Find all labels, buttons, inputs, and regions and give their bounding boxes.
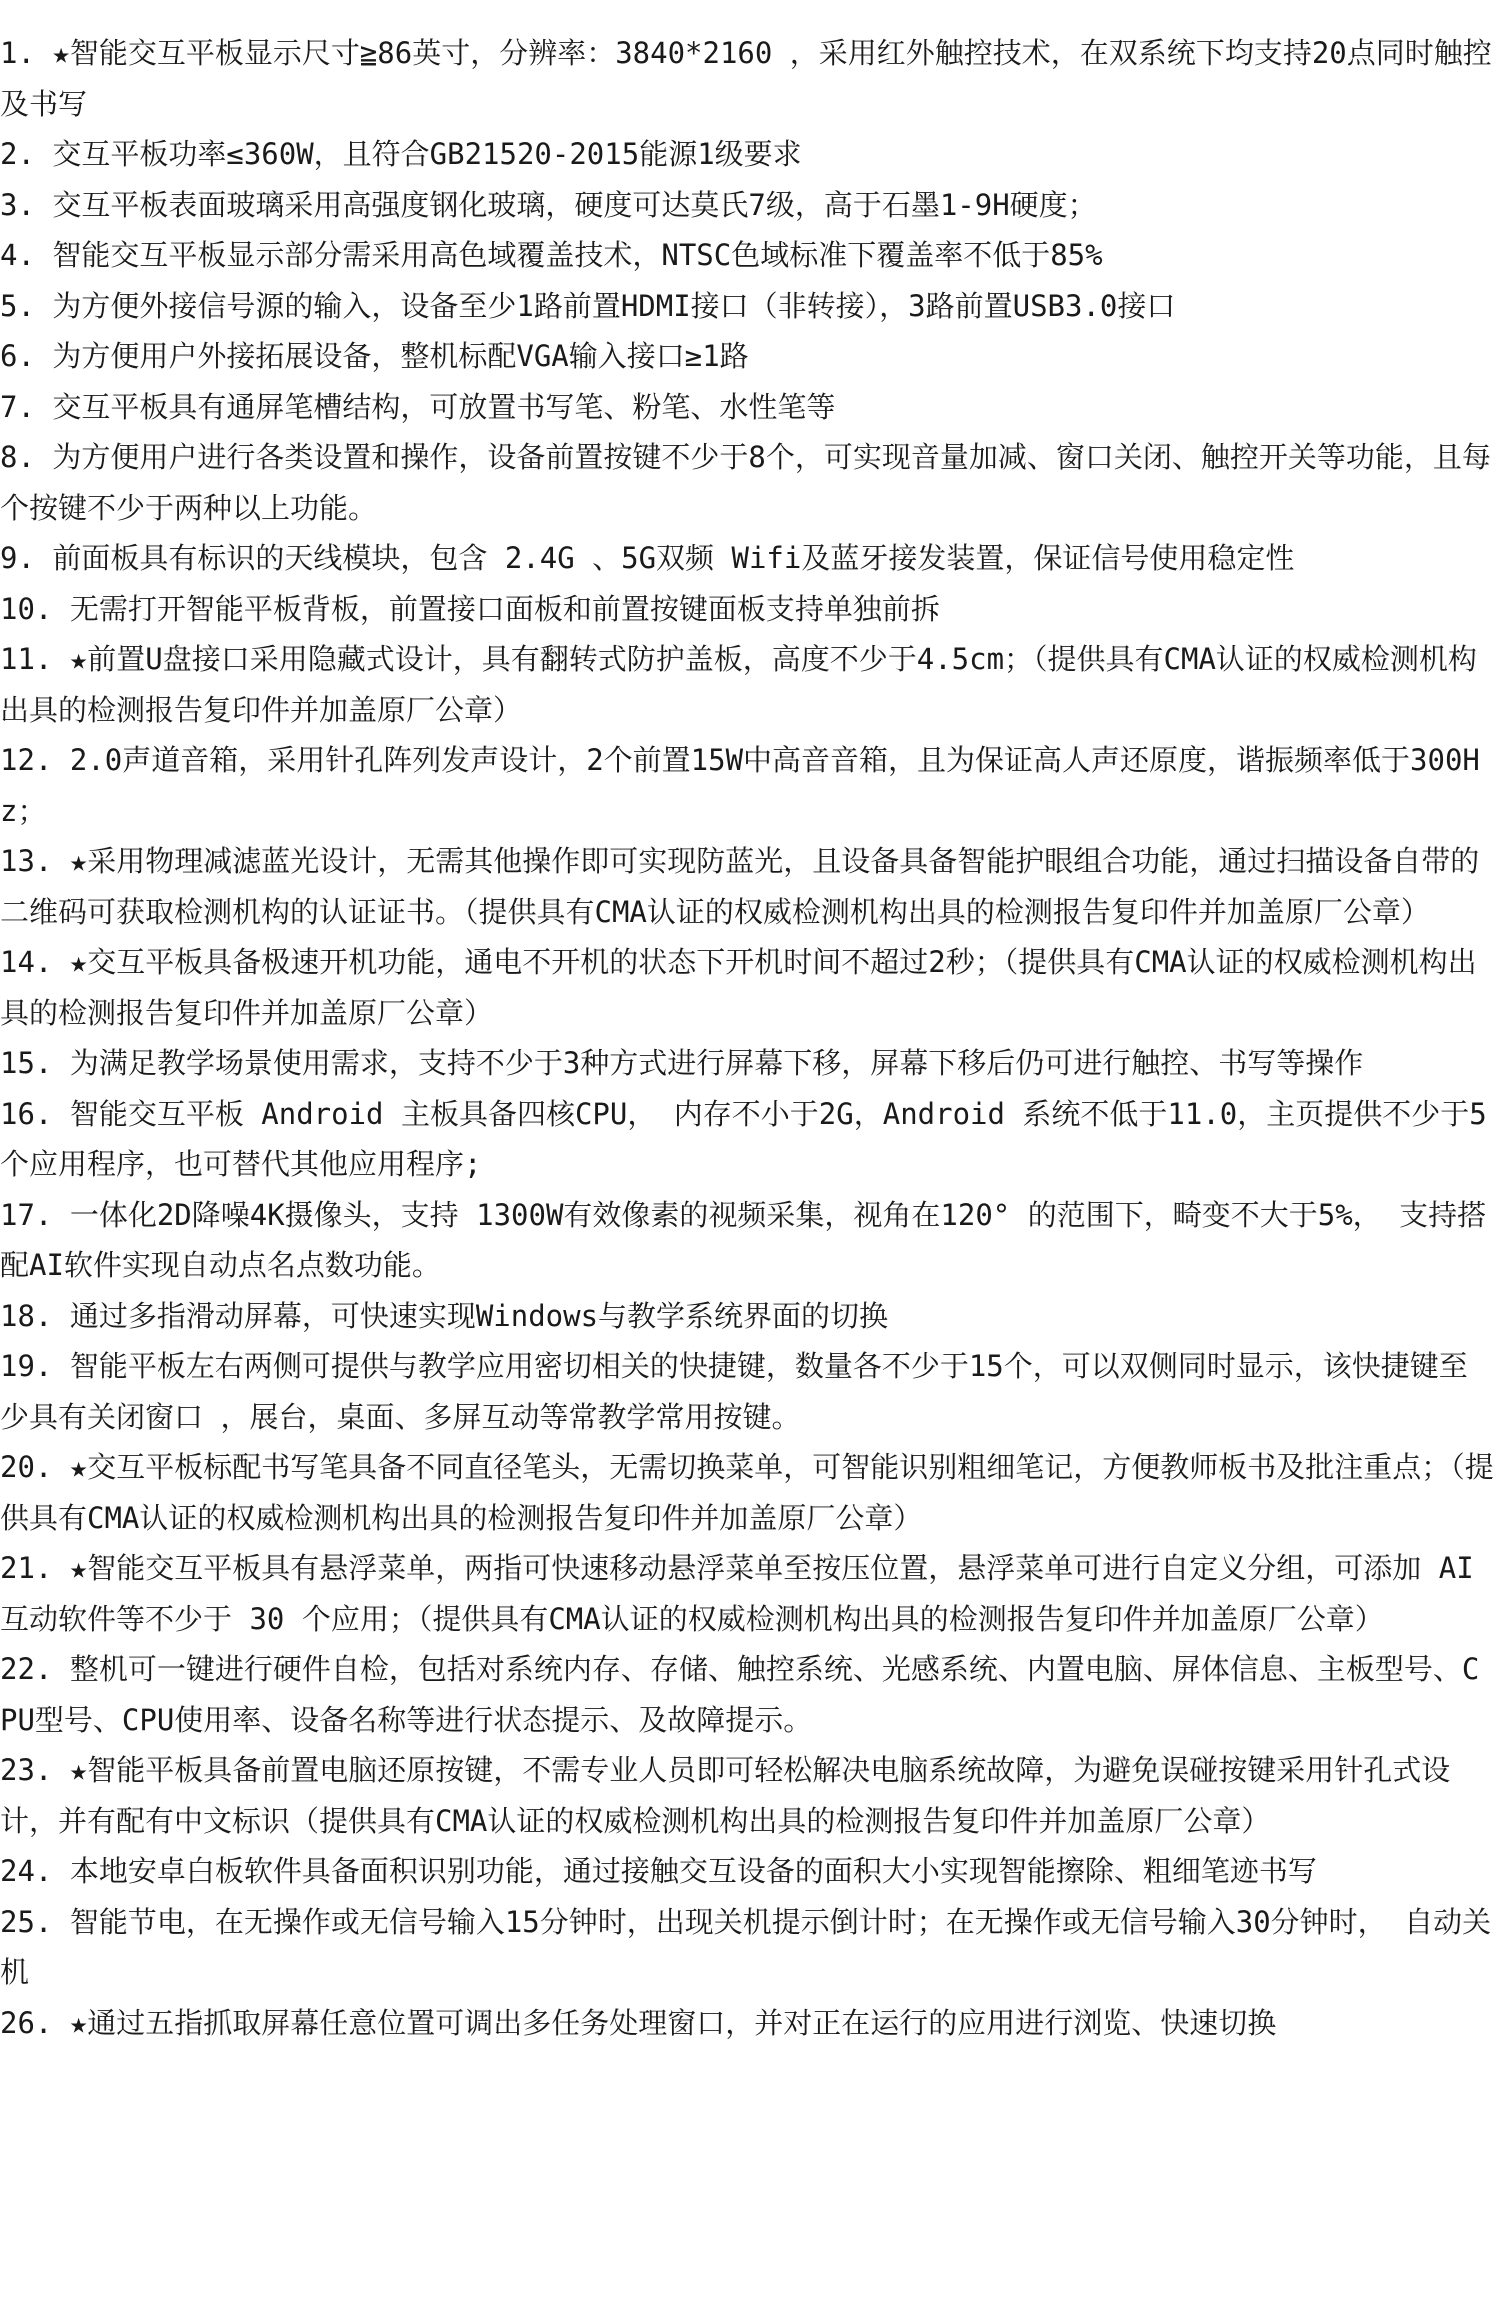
spec-item-12: 12. 2.0声道音箱，采用针孔阵列发声设计，2个前置15W中高音音箱，且为保证高人声还原度，谐振频率低于300Hz； (0, 743, 1480, 828)
spec-item-7: 7. 交互平板具有通屏笔槽结构，可放置书写笔、粉笔、水性笔等 (0, 389, 836, 424)
spec-item-11: 11. ★前置U盘接口采用隐藏式设计，具有翻转式防护盖板，高度不少于4.5cm；（提供具有CMA认证的权威检测机构出具的检测报告复印件并加盖原厂公章） (0, 642, 1477, 727)
spec-item-2: 2. 交互平板功率≤360W，且符合GB21520-2015能源1级要求 (0, 137, 802, 171)
spec-item-20: 20. ★交互平板标配书写笔具备不同直径笔头，无需切换菜单，可智能识别粗细笔记，方便教师板书及批注重点；（提供具有CMA认证的权威检测机构出具的检测报告复印件并加盖原厂公章） (0, 1450, 1494, 1535)
spec-item-10: 10. 无需打开智能平板背板，前置接口面板和前置按键面板支持单独前拆 (0, 591, 940, 626)
spec-item-25: 25. 智能节电，在无操作或无信号输入15分钟时，出现关机提示倒计时；在无操作或无信号输入30分钟时， 自动关机 (0, 1904, 1492, 1989)
spec-item-8: 8. 为方便用户进行各类设置和操作，设备前置按键不少于8个，可实现音量加减、窗口关闭、触控开关等功能，且每个按键不少于两种以上功能。 (0, 440, 1491, 525)
spec-item-22: 22. 整机可一键进行硬件自检，包括对系统内存、存储、触控系统、光感系统、内置电脑、屏体信息、主板型号、CPU型号、CPU使用率、设备名称等进行状态提示、及故障提示。 (0, 1652, 1480, 1737)
spec-item-1: 1. ★智能交互平板显示尺寸≧86英寸，分辨率：3840*2160 ，采用红外触控技术，在双系统下均支持20点同时触控及书写 (0, 36, 1492, 121)
spec-item-5: 5. 为方便外接信号源的输入，设备至少1路前置HDMI接口（非转接），3路前置USB3.0接口 (0, 288, 1176, 323)
spec-item-16: 16. 智能交互平板 Android 主板具备四核CPU， 内存不小于2G，Android 系统不低于11.0，主页提供不少于5 个应用程序，也可替代其他应用程序; (0, 1096, 1487, 1181)
spec-item-6: 6. 为方便用户外接拓展设备，整机标配VGA输入接口≥1路 (0, 339, 749, 373)
spec-item-18: 18. 通过多指滑动屏幕，可快速实现Windows与教学系统界面的切换 (0, 1298, 889, 1333)
spec-item-26: 26. ★通过五指抓取屏幕任意位置可调出多任务处理窗口，并对正在运行的应用进行浏览、快速切换 (0, 2005, 1277, 2040)
spec-item-23: 23. ★智能平板具备前置电脑还原按键，不需专业人员即可轻松解决电脑系统故障，为避免误碰按键采用针孔式设计，并有配有中文标识（提供具有CMA认证的权威检测机构出具的检测报告复印件并加盖原厂公章） (0, 1753, 1451, 1838)
spec-item-21: 21. ★智能交互平板具有悬浮菜单，两指可快速移动悬浮菜单至按压位置，悬浮菜单可进行自定义分组，可添加 AI 互动软件等不少于 30 个应用；（提供具有CMA认证的权威检测机构出具的检测报告复印件并加盖原厂公章） (0, 1551, 1474, 1636)
spec-item-9: 9. 前面板具有标识的天线模块，包含 2.4G 、5G双频 Wifi及蓝牙接发装置，保证信号使用稳定性 (0, 541, 1295, 575)
spec-item-15: 15. 为满足教学场景使用需求，支持不少于3种方式进行屏幕下移，屏幕下移后仍可进行触控、书写等操作 (0, 1046, 1364, 1080)
spec-item-24: 24. 本地安卓白板软件具备面积识别功能，通过接触交互设备的面积大小实现智能擦除、粗细笔迹书写 (0, 1854, 1317, 1888)
spec-item-3: 3. 交互平板表面玻璃采用高强度钢化玻璃，硬度可达莫氏7级，高于石墨1-9H硬度； (0, 187, 1097, 222)
spec-item-4: 4. 智能交互平板显示部分需采用高色域覆盖技术，NTSC色域标准下覆盖率不低于85% (0, 238, 1103, 272)
spec-item-14: 14. ★交互平板具备极速开机功能，通电不开机的状态下开机时间不超过2秒；（提供具有CMA认证的权威检测机构出具的检测报告复印件并加盖原厂公章） (0, 945, 1477, 1030)
spec-item-17: 17. 一体化2D降噪4K摄像头，支持 1300W有效像素的视频采集，视角在120° 的范围下，畸变不大于5%， 支持搭配AI软件实现自动点名点数功能。 (0, 1197, 1487, 1282)
spec-item-19: 19. 智能平板左右两侧可提供与教学应用密切相关的快捷键，数量各不少于15个，可以双侧同时显示，该快捷键至少具有关闭窗口 ，展台，桌面、多屏互动等常教学常用按键。 (0, 1349, 1468, 1434)
spec-item-13: 13. ★采用物理减滤蓝光设计，无需其他操作即可实现防蓝光，且设备具备智能护眼组合功能，通过扫描设备自带的二维码可获取检测机构的认证证书。（提供具有CMA认证的权威检测机构出具的检测报告复印件并加盖原厂公章） (0, 844, 1480, 929)
